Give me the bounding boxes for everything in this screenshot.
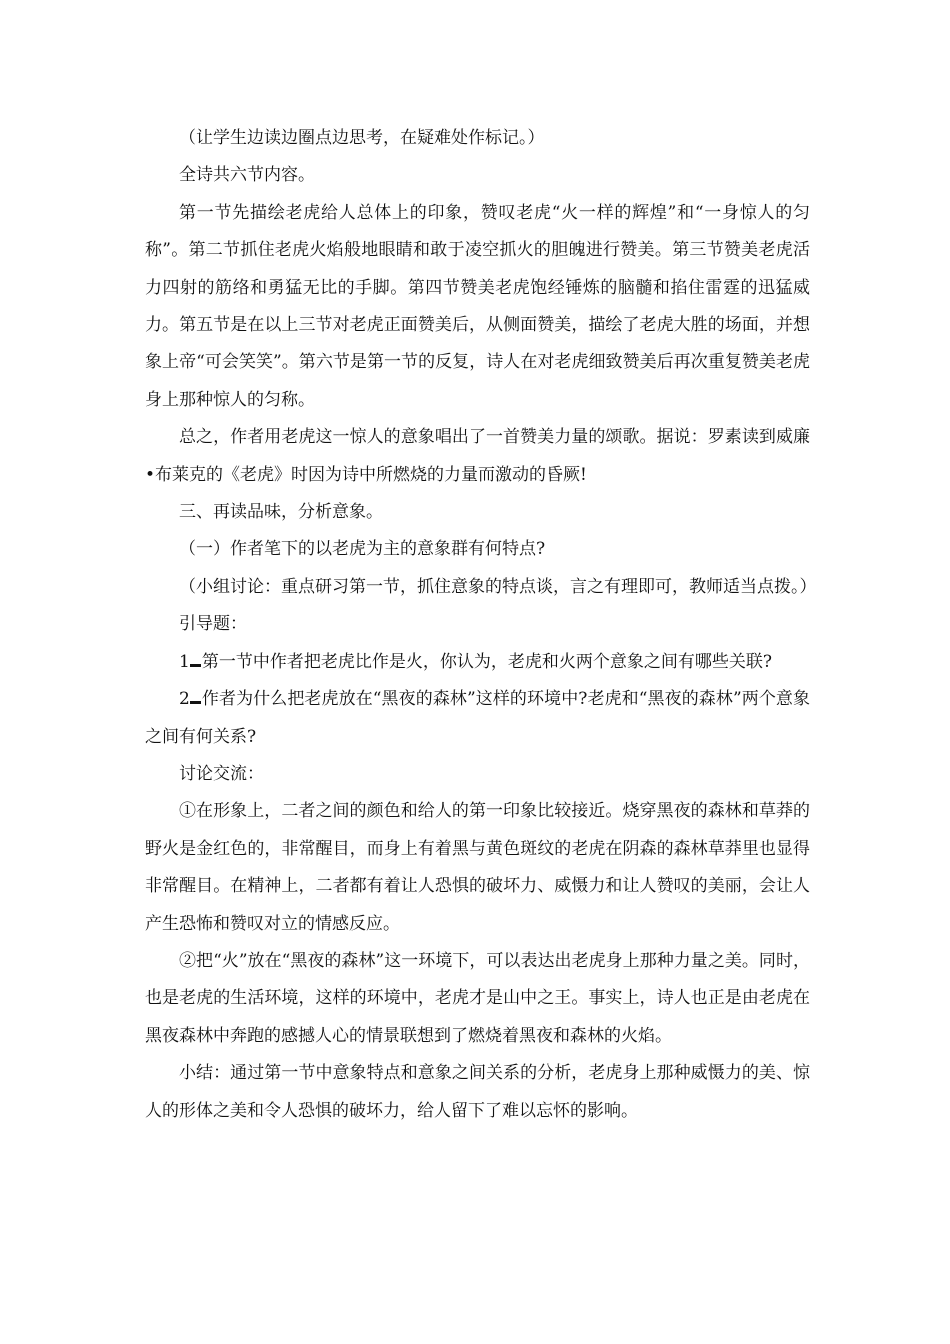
paragraph-conclusion: 总之，作者用老虎这一惊人的意象唱出了一首赞美力量的颂歌。据说：罗素读到威廉•布莱克的《老虎》时因为诗中所燃烧的力量而激动的昏厥! xyxy=(145,427,810,485)
paragraph-group-discussion: （小组讨论：重点研习第一节，抓住意象的特点谈，言之有理即可，教师适当点拨。） xyxy=(179,576,817,597)
discussion-point-2: ②把“火”放在“黑夜的森林”这一环境下，可以表达出老虎身上那种力量之美。同时，也是老虎的生活环境，这样的环境中，老虎才是山中之王。事实上，诗人也正是由老虎在黑夜森林中奔跑的感撼人心的情景联想到了燃烧着黑夜和森林的火焰。 xyxy=(145,950,810,1046)
question-one: （一）作者笔下的以老虎为主的意象群有何特点? xyxy=(179,539,546,560)
list-marker-icon xyxy=(190,695,201,704)
paragraph-instruction: （让学生边读边圈点边思考，在疑难处作标记。） xyxy=(179,128,545,148)
list-marker-icon xyxy=(190,658,201,667)
discussion-point-1: ①在形象上，二者之间的颜色和给人的第一印象比较接近。烧穿黑夜的森林和草莽的野火是金红色的，非常醒目，而身上有着黑与黄色斑纹的老虎在阴森的森林草莽里也显得非常醒目。在精神上，二者都有着让人恐惧的破坏力、威慑力和让人赞叹的美丽，会让人产生恐怖和赞叹对立的情感反应。 xyxy=(145,801,810,934)
guide-question-2 xyxy=(145,681,810,756)
discussion-heading: 讨论交流： xyxy=(179,763,264,784)
paragraph-sections-summary: 第一节先描绘老虎给人总体上的印象，赞叹老虎“火一样的辉煌”和“一身惊人的匀称”。第二节抓住老虎火焰般地眼睛和敢于凌空抓火的胆魄进行赞美。第三节赞美老虎活力四射的筋络和勇猛无比的手脚。第四节赞美老虎饱经锤炼的脑髓和掐住雷霆的迅猛威力。第五节是在以上三节对老虎正面赞美后，从侧面赞美，描绘了老虎大胜的场面，并想象上帝“可会笑笑”。第六节是第一节的反复，诗人在对老虎细致赞美后再次重复赞美老虎身上那种惊人的匀称。 xyxy=(145,202,810,410)
section-heading-three: 三、再读品味，分析意象。 xyxy=(179,502,383,523)
guide-questions-heading: 引导题： xyxy=(179,614,247,635)
guide-question-2-text: 作者为什么把老虎放在“黑夜的森林”这样的环境中?老虎和“黑夜的森林”两个意象之间有何关系? xyxy=(145,689,810,747)
document-body xyxy=(145,120,817,1130)
guide-question-1-text: 第一节中作者把老虎比作是火，你认为，老虎和火两个意象之间有哪些关联? xyxy=(201,651,772,672)
item-number: 2 xyxy=(179,689,190,710)
paragraph-overview: 全诗共六节内容。 xyxy=(179,165,315,186)
item-number: 1 xyxy=(179,651,190,672)
summary-paragraph: 小结：通过第一节中意象特点和意象之间关系的分析，老虎身上那种威慑力的美、惊人的形体之美和令人恐惧的破坏力，给人留下了难以忘怀的影响。 xyxy=(145,1063,810,1121)
guide-question-1 xyxy=(145,644,810,681)
